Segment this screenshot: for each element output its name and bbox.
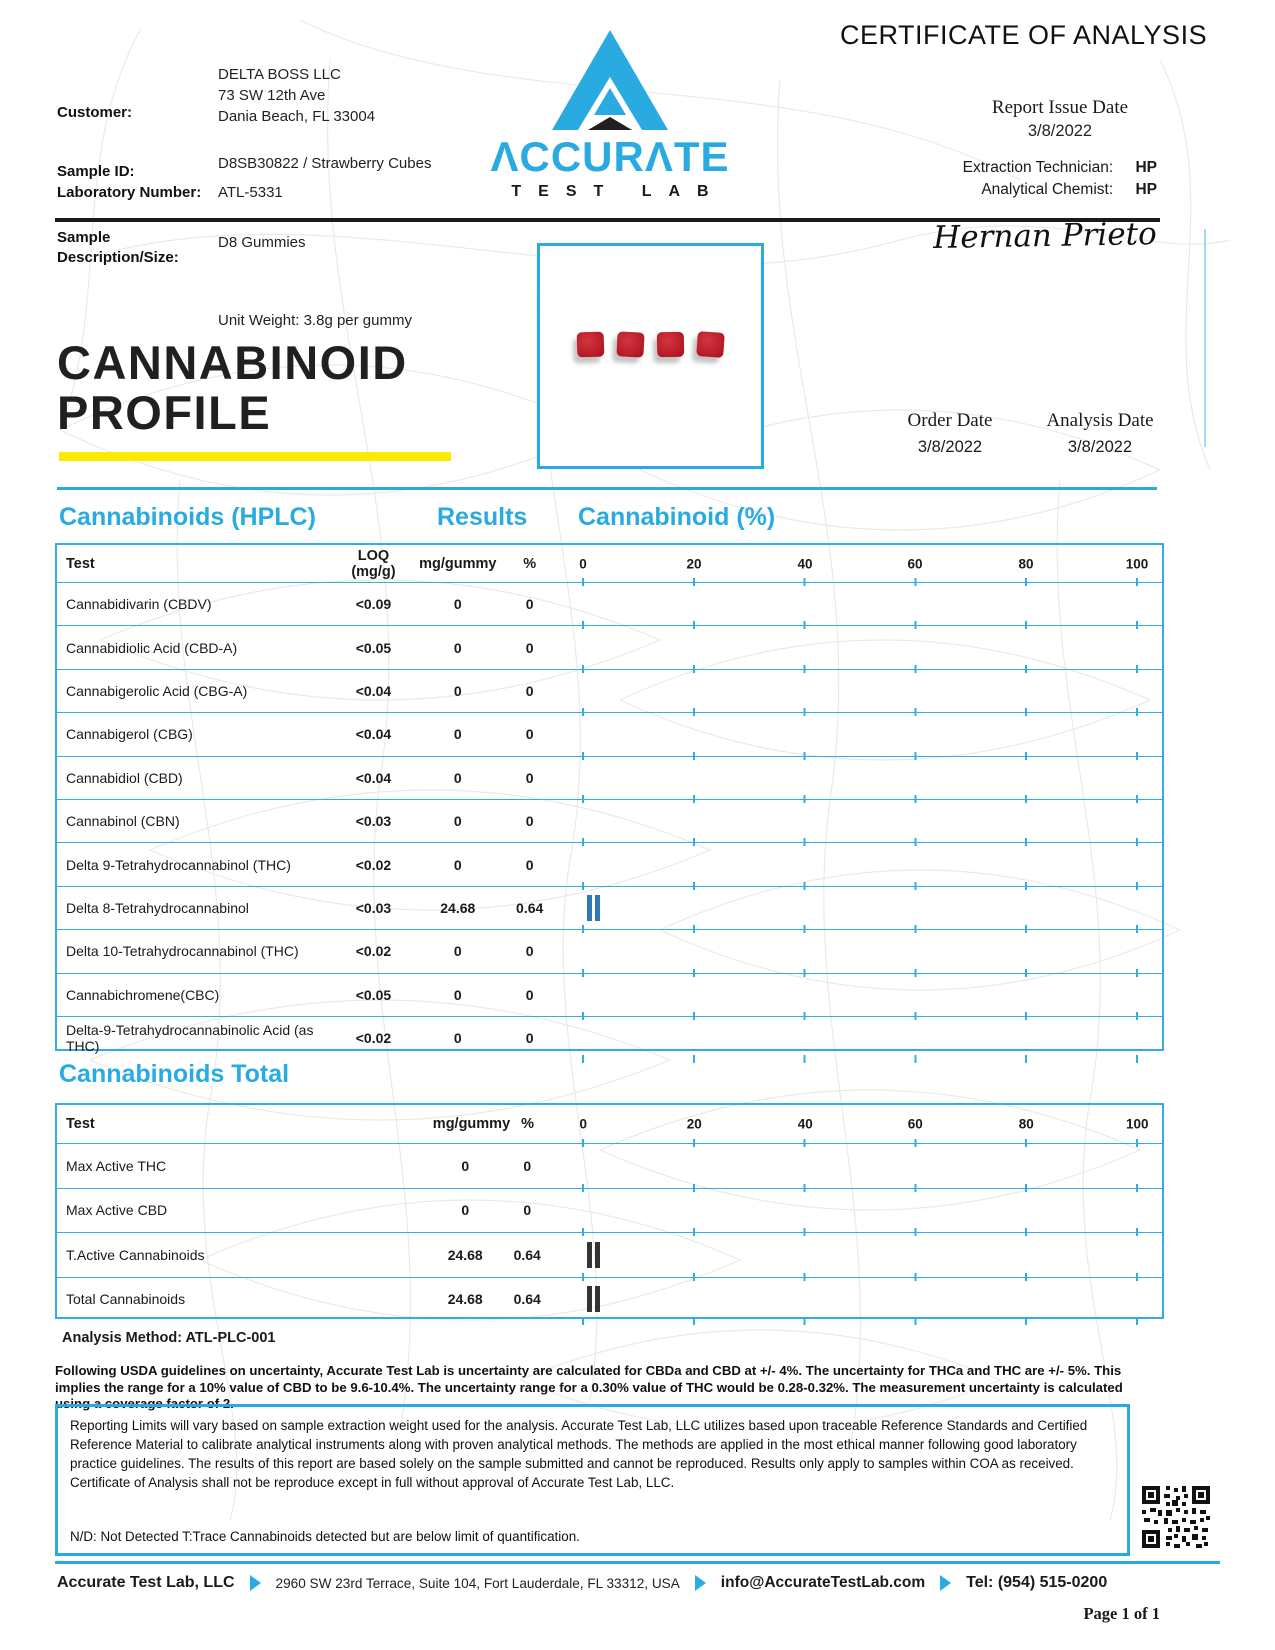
test-name: Cannabigerolic Acid (CBG-A): [66, 682, 248, 699]
axis-tick-label: 40: [797, 556, 813, 571]
test-name: Delta 8-Tetrahydrocannabinol: [66, 899, 249, 916]
product-photo: [537, 243, 764, 469]
axis-tick-label: 0: [579, 556, 587, 571]
axis-tick-label: 0: [579, 1116, 588, 1132]
loq-value: <0.02: [355, 943, 392, 960]
test-name: Cannabigerol (CBG): [66, 726, 193, 743]
page-title: CANNABINOID PROFILE: [57, 336, 408, 439]
reporting-limits-box: [55, 1404, 1130, 1556]
order-date-block: [880, 410, 1020, 457]
percent-value: 0: [523, 1202, 532, 1219]
usda-uncertainty-paragraph: Following USDA guidelines on uncertainty, Accurate Test Lab is uncertainty are calculated for CBDa and CBD at +/- 4%. The uncertainty for THCa and THC are +/- 5%. This implies the range for a 10% value of CBD to be 9.6-10.4%. The uncertainty range for a 0.30% value of THC would be 0.28-0.32%. The measurement uncertainty is calculated using a coverage factor of 2.: [55, 1363, 1123, 1411]
reporting-limits-paragraph: Reporting Limits will vary based on sample extraction weight used for the analysis. Accurate Test Lab, LLC utilizes based upon traceable Reference Standards and Certified Reference Material to calibrate analytical instruments along with proven analytical methods. The methods are applied in the most ethical manner following good laboratory practice guidelines. The results of this report are based solely on the sample submitted and cannot be reproduced. Results only apply to samples within COA as received. Certificate of Analysis shall not be reproduce except in full without approval of Accurate Test Lab, LLC.: [70, 1418, 1088, 1490]
column-header-test: Test: [66, 1116, 95, 1132]
title-yellow-underline: [59, 452, 451, 461]
test-name: Delta 9-Tetrahydrocannabinol (THC): [66, 856, 291, 873]
totals-table-row: [57, 1144, 1162, 1189]
hplc-table-row: [57, 670, 1162, 713]
percent-value: 0: [525, 639, 534, 656]
chart-value-bar: [587, 1286, 592, 1312]
test-name: Delta 10-Tetrahydrocannabinol (THC): [66, 943, 299, 960]
hplc-table-row: [57, 887, 1162, 930]
mg-per-gummy-value: 0: [453, 813, 462, 830]
gummy-cube-photo: [577, 332, 605, 358]
loq-value: <0.05: [355, 639, 392, 656]
row-chart-area: [557, 974, 1162, 1016]
laboratory-number-value: ATL-5331: [218, 184, 283, 201]
footer-phone: Tel: (954) 515-0200: [966, 1574, 1108, 1591]
axis-tick-label: 60: [907, 556, 923, 571]
customer-label: Customer:: [57, 104, 133, 121]
order-date-label: Order Date: [907, 410, 993, 431]
row-chart-area: [557, 1278, 1162, 1322]
column-header-mg-gummy: mg/gummy: [432, 1116, 511, 1132]
percent-value: 0: [525, 726, 534, 743]
separator-triangle-icon: [940, 1575, 951, 1591]
mg-per-gummy-value: 0: [461, 1202, 470, 1219]
hplc-table-row: [57, 713, 1162, 756]
analysis-date-label: Analysis Date: [1046, 410, 1154, 431]
percent-value: 0: [525, 986, 534, 1003]
analytical-chemist-label: Analytical Chemist:: [981, 181, 1114, 198]
accurate-test-lab-logo: [460, 25, 760, 205]
logo-inner-blue-triangle: [594, 88, 626, 115]
axis-tick-label: 100: [1125, 556, 1149, 571]
test-name: Max Active THC: [66, 1157, 167, 1174]
hplc-table-header-row: [57, 545, 1162, 583]
chart-value-bar: [587, 895, 592, 921]
hplc-table-body: [57, 583, 1162, 1059]
totals-table-row: [57, 1233, 1162, 1278]
hplc-table-row: [57, 930, 1162, 973]
column-header-mg-gummy: mg/gummy: [419, 555, 497, 572]
test-name: Delta-9-Tetrahydrocannabinolic Acid (as THC): [66, 1022, 314, 1055]
nd-trace-legend: N/D: Not Detected T:Trace Cannabinoids detected but are below limit of quantification.: [70, 1529, 580, 1544]
column-header-percent: %: [523, 555, 537, 572]
row-chart-area: [557, 626, 1162, 668]
cannabinoids-total-heading: Cannabinoids Total: [59, 1060, 290, 1088]
loq-value: <0.02: [355, 856, 392, 873]
test-name: Cannabichromene(CBC): [66, 986, 220, 1003]
customer-address-block: [218, 64, 375, 127]
percent-value: 0: [525, 596, 534, 613]
loq-value: <0.09: [355, 596, 392, 613]
customer-address-line2: Dania Beach, FL 33004: [218, 108, 376, 125]
analysis-method-text: Analysis Method: ATL-PLC-001: [62, 1330, 276, 1346]
extraction-technician-label: Extraction Technician:: [962, 159, 1114, 176]
customer-address-line1: 73 SW 12th Ave: [218, 87, 326, 104]
extraction-technician-row: [800, 159, 1157, 177]
sample-id-label: Sample ID:: [57, 163, 135, 180]
mg-per-gummy-value: 0: [453, 726, 462, 743]
axis-tick-label: 80: [1018, 556, 1034, 571]
separator-triangle-icon: [250, 1575, 261, 1591]
row-chart-area: [557, 1144, 1162, 1188]
percent-value: 0.64: [513, 1291, 541, 1308]
test-name: Cannabinol (CBN): [66, 813, 180, 830]
analytical-chemist-row: [800, 181, 1157, 199]
totals-table-body: [57, 1144, 1162, 1321]
row-chart-area: [557, 757, 1162, 799]
sample-id-value: D8SB30822 / Strawberry Cubes: [218, 155, 432, 172]
totals-table-header-row: [57, 1105, 1162, 1144]
percent-value: 0: [525, 1030, 534, 1047]
extraction-technician-value: HP: [1135, 159, 1157, 176]
percent-value: 0: [525, 813, 534, 830]
row-chart-area: [557, 800, 1162, 842]
test-name: Cannabidivarin (CBDV): [66, 596, 212, 613]
mg-per-gummy-value: 0: [453, 596, 462, 613]
totals-table: [55, 1103, 1164, 1319]
laboratory-number-label: Laboratory Number:: [57, 184, 202, 201]
loq-value: <0.03: [355, 813, 392, 830]
chart-axis-header: [557, 1105, 1162, 1143]
row-chart-area: [557, 670, 1162, 712]
section-divider-rule: [57, 487, 1157, 490]
footer-contact-bar: [57, 1574, 1167, 1592]
axis-tick-label: 20: [686, 1116, 702, 1132]
test-name: Cannabidiolic Acid (CBD-A): [66, 639, 238, 656]
mg-per-gummy-value: 0: [453, 682, 462, 699]
gummy-cube-photo: [696, 331, 725, 358]
mg-per-gummy-value: 0: [453, 639, 462, 656]
axis-tick-label: 80: [1018, 1116, 1034, 1132]
percent-value: 0: [525, 682, 534, 699]
mg-per-gummy-value: 24.68: [447, 1246, 483, 1263]
report-issue-date-value: 3/8/2022: [1027, 122, 1093, 140]
logo-inner-black-triangle: [588, 117, 632, 130]
axis-tick-label: 100: [1126, 1116, 1149, 1132]
hplc-table-row: [57, 800, 1162, 843]
totals-table-row: [57, 1189, 1162, 1234]
hplc-table-row: [57, 1017, 1162, 1059]
column-header-percent: %: [521, 1116, 534, 1132]
certificate-of-analysis-title: CERTIFICATE OF ANALYSIS: [840, 20, 1208, 50]
gummy-cube-photo: [616, 331, 644, 357]
hplc-table-row: [57, 757, 1162, 800]
test-name: Total Cannabinoids: [66, 1291, 186, 1308]
axis-tick-label: 20: [686, 556, 702, 571]
loq-value: <0.02: [355, 1030, 392, 1047]
chart-axis-header: [557, 545, 1162, 582]
loq-value: <0.05: [355, 986, 392, 1003]
percent-value: 0: [525, 769, 534, 786]
test-name: T.Active Cannabinoids: [66, 1246, 205, 1263]
row-chart-area: [557, 1233, 1162, 1277]
hplc-table-row: [57, 626, 1162, 669]
page-number: Page 1 of 1: [1083, 1604, 1160, 1623]
column-header-test: Test: [66, 555, 95, 572]
sample-description-label: Sample Description/Size:: [57, 229, 179, 266]
percent-value: 0: [525, 943, 534, 960]
results-heading: Results: [437, 503, 528, 531]
footer-email: info@AccurateTestLab.com: [720, 1574, 926, 1591]
hplc-results-table: [55, 543, 1164, 1055]
axis-tick-label: 40: [797, 1116, 813, 1132]
gummy-cube-photo: [657, 332, 684, 357]
mg-per-gummy-value: 0: [453, 1030, 462, 1047]
separator-triangle-icon: [695, 1575, 706, 1591]
hplc-table-row: [57, 843, 1162, 886]
footer-company-name: Accurate Test Lab, LLC: [57, 1574, 235, 1591]
loq-value: <0.04: [355, 682, 392, 699]
report-issue-date-label: Report Issue Date: [991, 97, 1129, 118]
column-header-loq: LOQ (mg/g): [351, 547, 396, 580]
test-name: Max Active CBD: [66, 1202, 168, 1219]
mg-per-gummy-value: 0: [461, 1157, 470, 1174]
mg-per-gummy-value: 24.68: [447, 1291, 483, 1308]
row-chart-area: [557, 713, 1162, 755]
unit-weight-text: Unit Weight: 3.8g per gummy: [218, 312, 412, 329]
row-chart-area: [557, 1017, 1162, 1059]
loq-value: <0.04: [355, 769, 392, 786]
loq-value: <0.04: [355, 726, 392, 743]
logo-wordmark: ΛCCURΛTE: [490, 133, 730, 180]
row-chart-area: [557, 583, 1162, 625]
percent-value: 0: [525, 856, 534, 873]
percent-value: 0.64: [513, 1246, 541, 1263]
mg-per-gummy-value: 0: [453, 856, 462, 873]
cannabinoid-percent-heading: Cannabinoid (%): [578, 503, 776, 531]
cannabinoids-hplc-heading: Cannabinoids (HPLC): [59, 503, 316, 531]
row-chart-area: [557, 1189, 1162, 1233]
footer-address: 2960 SW 23rd Terrace, Suite 104, Fort Lauderdale, FL 33312, USA: [275, 1575, 680, 1591]
percent-value: 0: [523, 1157, 532, 1174]
mg-per-gummy-value: 0: [453, 986, 462, 1003]
right-edge-accent-line: [1204, 229, 1206, 447]
analysis-date-value: 3/8/2022: [1067, 438, 1133, 456]
row-chart-area: [557, 887, 1162, 929]
mg-per-gummy-value: 24.68: [440, 899, 476, 916]
mg-per-gummy-value: 0: [453, 943, 462, 960]
sample-description-value: D8 Gummies: [218, 234, 306, 251]
analytical-chemist-value: HP: [1135, 181, 1157, 198]
row-chart-area: [557, 843, 1162, 885]
test-name: Cannabidiol (CBD): [66, 769, 183, 786]
hplc-table-row: [57, 974, 1162, 1017]
hplc-table-row: [57, 583, 1162, 626]
chart-value-bar: [587, 1242, 592, 1268]
row-chart-area: [557, 930, 1162, 972]
totals-table-row: [57, 1278, 1162, 1322]
analysis-date-block: [1030, 410, 1170, 457]
qr-code: [1142, 1486, 1210, 1548]
logo-subtitle: TEST LAB: [511, 183, 726, 200]
percent-value: 0.64: [516, 899, 544, 916]
loq-value: <0.03: [355, 899, 392, 916]
chemist-signature: Hernan Prieto: [932, 216, 1158, 256]
order-date-value: 3/8/2022: [917, 438, 983, 456]
customer-name: DELTA BOSS LLC: [218, 66, 341, 83]
footer-divider-rule: [55, 1561, 1220, 1564]
mg-per-gummy-value: 0: [453, 769, 462, 786]
axis-tick-label: 60: [907, 1116, 923, 1132]
